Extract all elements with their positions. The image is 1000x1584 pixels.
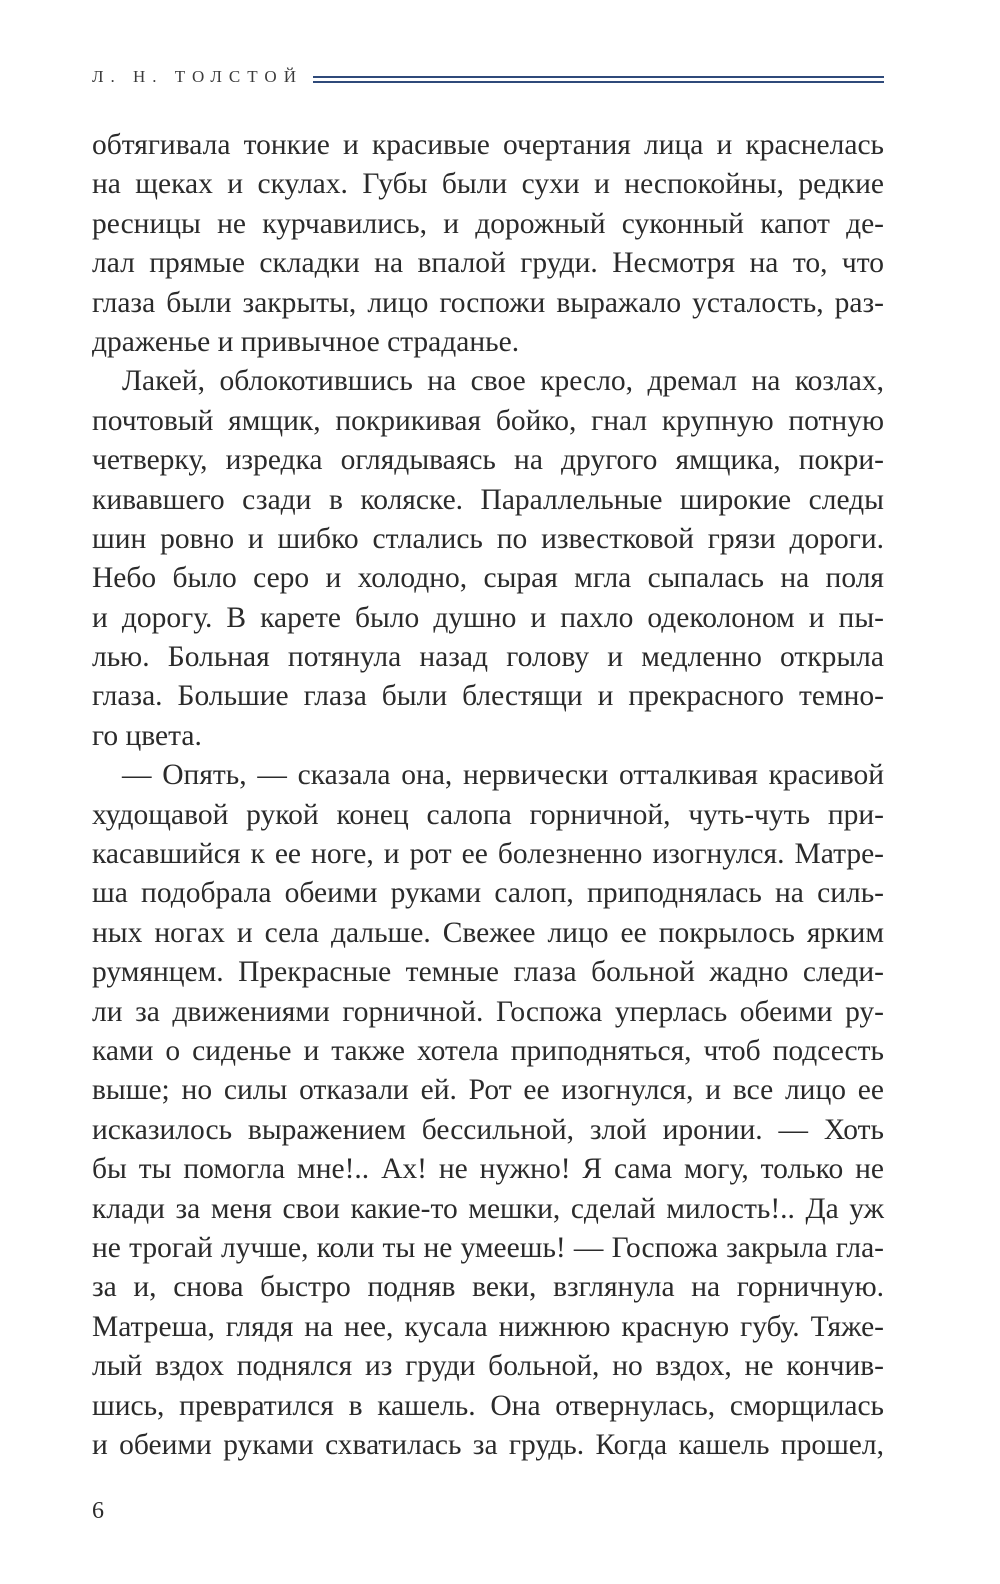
text-line: — Опять, — сказала она, нервически отталкивая красивой <box>122 759 884 792</box>
text-line: Матреша, глядя на нее, кусала нижнюю красную губу. Тяже- <box>92 1310 884 1343</box>
text-line: клади за меня свои какие-то мешки, сделай милость!.. Да уж <box>92 1192 884 1225</box>
text-line: исказилось выражением бессильной, злой иронии. — Хоть <box>92 1113 884 1146</box>
text-line: лью. Больная потянула назад голову и медленно открыла <box>92 641 884 674</box>
text-line: ками о сиденье и также хотела приподняться, чтоб подсесть <box>92 1034 884 1067</box>
text-line: касавшийся к ее ноге, и рот ее болезненно изогнулся. Матре- <box>92 838 884 871</box>
text-line: лый вздох поднялся из груди больной, но вздох, не кончив- <box>92 1350 884 1383</box>
running-head-rule <box>313 76 884 83</box>
text-line: ша подобрала обеими руками салоп, приподнялась на силь- <box>92 877 884 910</box>
text-line: обтягивала тонкие и красивые очертания лица и краснелась <box>92 129 884 161</box>
page-number: 6 <box>92 1498 104 1524</box>
rule-line-bottom <box>313 81 884 83</box>
body-text <box>92 126 884 1465</box>
text-line: шин ровно и шибко стлались по известковой грязи дороги. <box>92 522 884 555</box>
text-line: бы ты помогла мне!.. Ах! не нужно! Я сама могу, только не <box>92 1153 884 1186</box>
text-line: кивавшего сзади в коляске. Параллельные широкие следы <box>92 483 884 516</box>
rule-line-top <box>313 76 884 78</box>
text-line: лал прямые складки на впалой груди. Несмотря на то, что <box>92 247 884 280</box>
text-line: драженье и привычное страданье. <box>92 325 520 358</box>
text-line: четверку, изредка оглядываясь на другого ямщика, покри- <box>92 444 884 477</box>
text-line: Небо было серо и холодно, сырая мгла сыпалась на поля <box>92 562 884 595</box>
text-line: ли за движениями горничной. Госпожа уперлась обеими ру- <box>92 995 884 1028</box>
text-line: почтовый ямщик, покрикивая бойко, гнал крупную потную <box>92 404 884 437</box>
text-line: худощавой рукой конец салопа горничной, чуть-чуть при- <box>92 798 884 831</box>
text-line: не трогай лучше, коли ты не умеешь! — Госпожа закрыла гла- <box>92 1231 884 1264</box>
text-line: за и, снова быстро подняв веки, взглянула на горничную. <box>92 1271 884 1304</box>
text-line: ных ногах и села дальше. Свежее лицо ее покрылось ярким <box>92 916 884 949</box>
text-line: шись, превратился в кашель. Она отвернулась, сморщилась <box>92 1389 884 1422</box>
text-line: и обеими руками схватилась за грудь. Когда кашель прошел, <box>92 1428 884 1461</box>
text-line: на щеках и скулах. Губы были сухи и неспокойны, редкие <box>92 168 884 201</box>
running-head-author: Л. Н. ТОЛСТОЙ <box>92 67 303 86</box>
text-line: глаза. Большие глаза были блестящи и прекрасного темно- <box>92 680 884 713</box>
text-line: го цвета. <box>92 719 202 752</box>
text-line: Лакей, облокотившись на свое кресло, дремал на козлах, <box>122 365 884 398</box>
text-line: выше; но силы отказали ей. Рот ее изогнулся, и все лицо ее <box>92 1074 884 1107</box>
text-line: глаза были закрыты, лицо госпожи выражало усталость, раз- <box>92 286 884 319</box>
text-line: ресницы не курчавились, и дорожный суконный капот де- <box>92 207 884 240</box>
running-head <box>92 62 884 92</box>
text-line: и дорогу. В карете было душно и пахло одеколоном и пы- <box>92 601 884 634</box>
text-line: румянцем. Прекрасные темные глаза больной жадно следи- <box>92 956 884 989</box>
